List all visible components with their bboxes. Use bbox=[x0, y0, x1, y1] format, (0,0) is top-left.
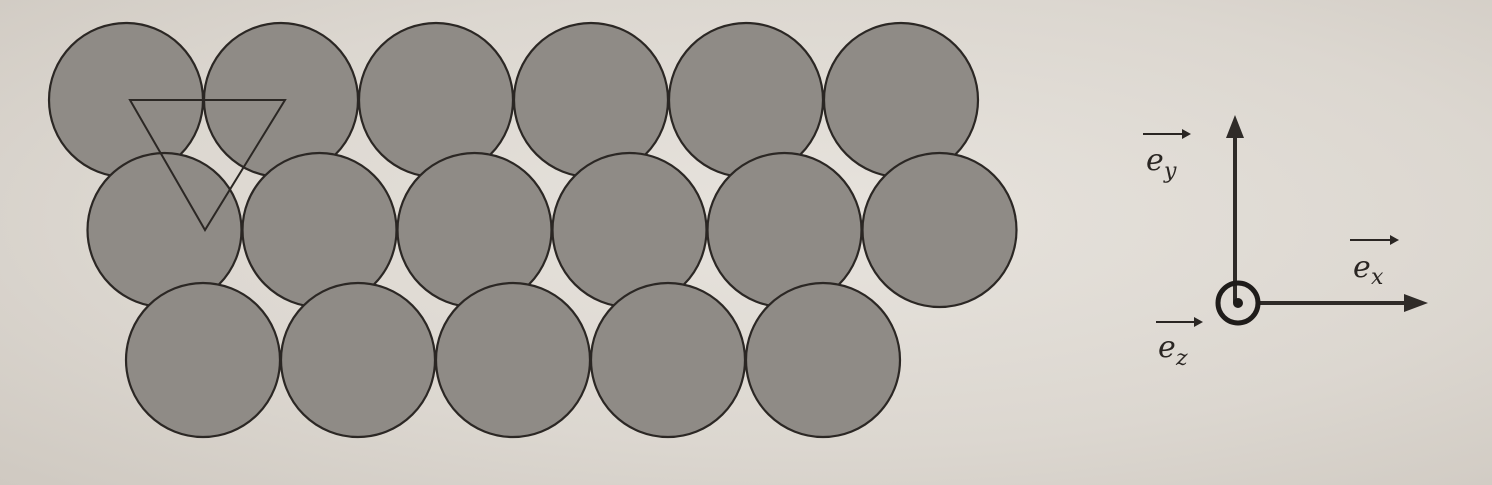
disk bbox=[591, 283, 745, 437]
z-axis-dot-icon bbox=[1233, 298, 1243, 308]
disk bbox=[126, 283, 280, 437]
y-axis-arrowhead bbox=[1226, 115, 1244, 138]
label-ez-sub: z bbox=[1176, 346, 1188, 371]
label-ey bbox=[1143, 129, 1191, 184]
disk-packing bbox=[49, 23, 1017, 437]
label-ex-sub: x bbox=[1371, 265, 1384, 290]
label-ex bbox=[1350, 235, 1399, 290]
disk bbox=[436, 283, 590, 437]
disk bbox=[281, 283, 435, 437]
label-ez bbox=[1156, 317, 1203, 371]
label-ex-base: e bbox=[1353, 250, 1371, 285]
label-ez-base: e bbox=[1158, 330, 1176, 365]
disk bbox=[863, 153, 1017, 307]
label-ey-base: e bbox=[1146, 143, 1164, 178]
x-axis-arrowhead bbox=[1404, 294, 1428, 312]
axis-system bbox=[1143, 115, 1428, 371]
disk bbox=[746, 283, 900, 437]
label-ey-sub: y bbox=[1164, 159, 1177, 184]
